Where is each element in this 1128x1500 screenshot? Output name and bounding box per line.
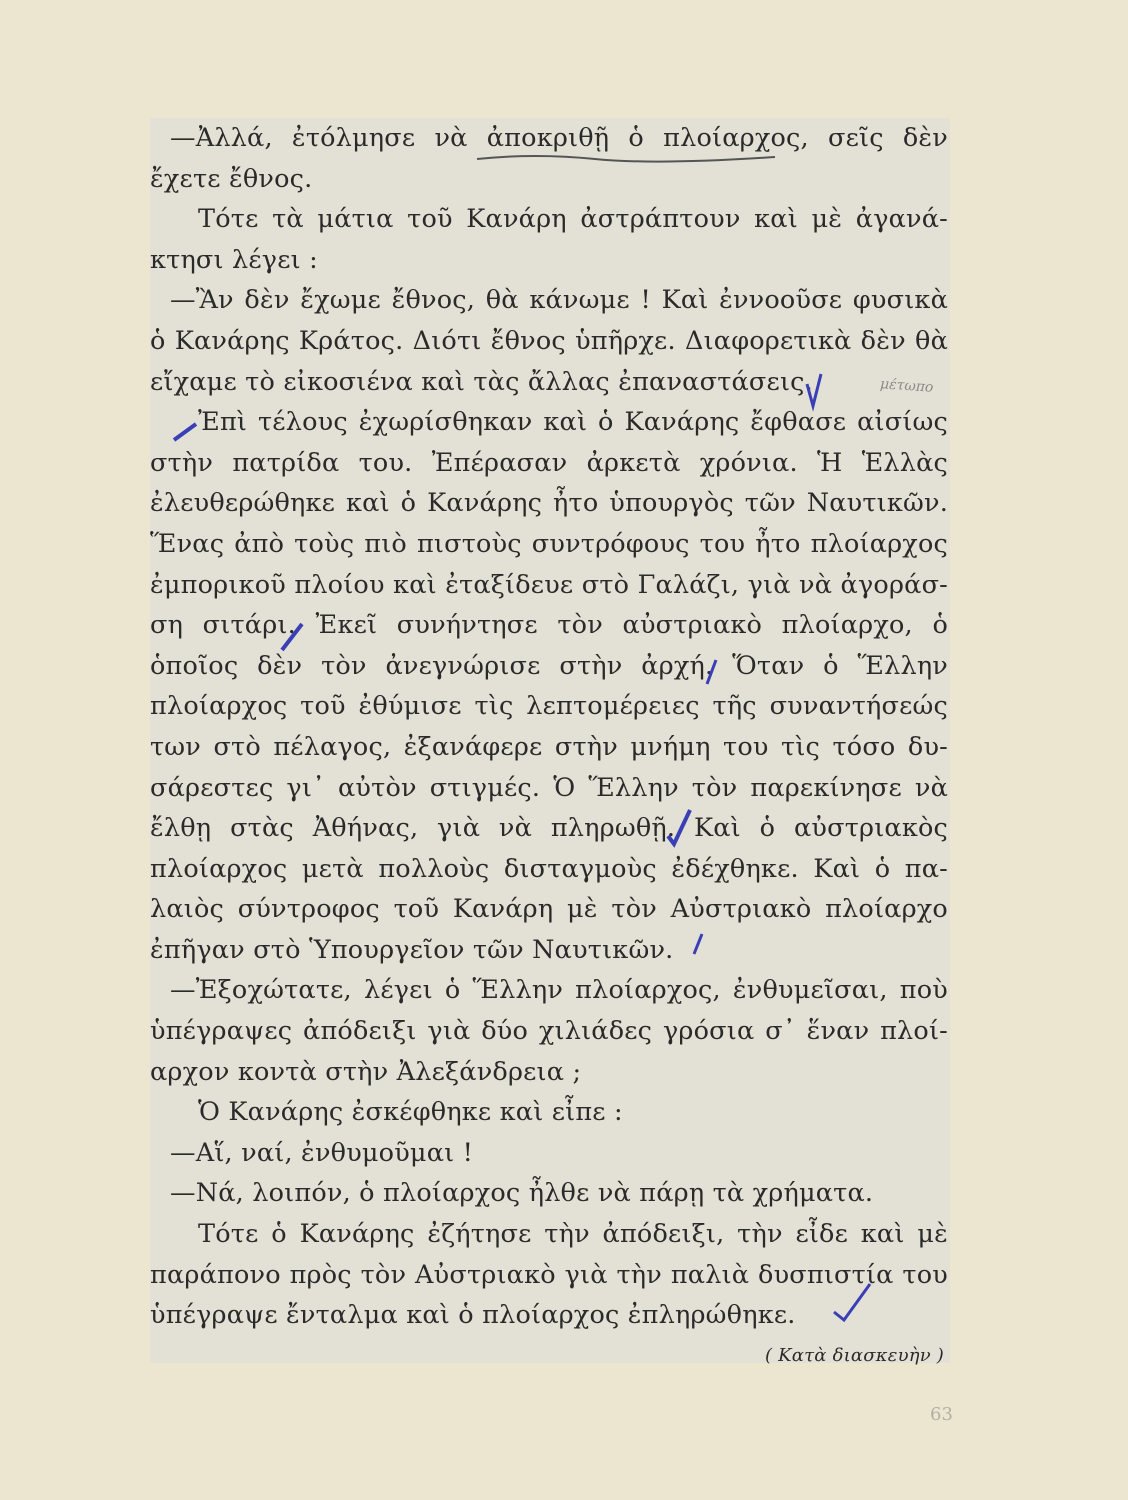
text-line: ἐμπορικοῦ πλοίου καὶ ἐταξίδευε στὸ Γαλάζι, γιὰ νὰ ἀγοράσ- bbox=[150, 569, 948, 600]
text-line: ἔλθῃ στὰς Ἀθήνας, γιὰ νὰ πληρωθῇ. Καὶ ὁ αὐστριακὸς bbox=[150, 813, 948, 844]
text-line: Ἕνας ἀπὸ τοὺς πιὸ πιστοὺς συντρόφους του ἦτο πλοίαρχος bbox=[150, 528, 948, 559]
text-line: ση σιτάρι. Ἐκεῖ συνήντησε τὸν αὐστριακὸ πλοίαρχο, ὁ bbox=[150, 610, 948, 641]
text-line: σάρεστες γι᾽ αὐτὸν στιγμές. Ὁ Ἕλλην τὸν παρεκίνησε νὰ bbox=[150, 772, 948, 803]
text-line: ὁ Κανάρης Κράτος. Διότι ἔθνος ὑπῆρχε. Διαφορετικὰ δὲν θὰ bbox=[150, 325, 948, 356]
text-line: πλοίαρχος μετὰ πολλοὺς δισταγμοὺς ἐδέχθηκε. Καὶ ὁ πα- bbox=[150, 853, 948, 884]
text-line: —Ἐξοχώτατε, λέγει ὁ Ἕλλην πλοίαρχος, ἐνθυμεῖσαι, ποὺ bbox=[170, 975, 948, 1006]
text-line: ὑπέγραψες ἀπόδειξι γιὰ δύο χιλιάδες γρόσια σ᾽ ἕναν πλοί- bbox=[150, 1016, 948, 1047]
text-line: —Ἂν δὲν ἔχωμε ἔθνος, θὰ κάνωμε ! Καὶ ἐννοοῦσε φυσικὰ bbox=[170, 285, 948, 316]
text-line: ὑπέγραψε ἔνταλμα καὶ ὁ πλοίαρχος ἐπληρώθηκε. bbox=[150, 1300, 796, 1331]
margin-note: μέτωπο bbox=[879, 376, 934, 396]
text-line: ἔχετε ἔθνος. bbox=[150, 163, 313, 194]
text-line: ὁποῖος δὲν τὸν ἀνεγνώρισε στὴν ἀρχή. Ὅταν ὁ Ἕλλην bbox=[150, 650, 948, 681]
text-line: πλοίαρχος τοῦ ἐθύμισε τὶς λεπτομέρειες τῆς συναντήσεώς bbox=[150, 691, 948, 722]
text-block bbox=[150, 118, 948, 1376]
text-line: εἴχαμε τὸ εἰκοσιένα καὶ τὰς ἄλλας ἐπαναστάσεις. bbox=[150, 366, 813, 397]
text-line: ἐλευθερώθηκε καὶ ὁ Κανάρης ἦτο ὑπουργὸς τῶν Ναυτικῶν. bbox=[150, 488, 948, 519]
text-line: Ἐπὶ τέλους ἐχωρίσθηκαν καὶ ὁ Κανάρης ἔφθασε αἰσίως bbox=[198, 407, 948, 438]
page-number: 63 bbox=[930, 1404, 953, 1425]
text-line: —Νά, λοιπόν, ὁ πλοίαρχος ἦλθε νὰ πάρῃ τὰ χρήματα. bbox=[170, 1178, 874, 1209]
source-note: ( Κατὰ διασκευὴν ) bbox=[765, 1344, 944, 1366]
text-line: Τότε ὁ Κανάρης ἐζήτησε τὴν ἀπόδειξι, τὴν εἶδε καὶ μὲ bbox=[198, 1219, 948, 1250]
text-line: ἐπῆγαν στὸ Ὑπουργεῖον τῶν Ναυτικῶν. bbox=[150, 934, 674, 965]
text-line: κτησι λέγει : bbox=[150, 244, 318, 275]
text-line: —Ἀλλά, ἐτόλμησε νὰ ἀποκριθῇ ὁ πλοίαρχος, σεῖς δὲν bbox=[170, 123, 948, 153]
text-line: στὴν πατρίδα του. Ἐπέρασαν ἀρκετὰ χρόνια. Ἡ Ἑλλὰς bbox=[150, 447, 948, 478]
text-line: —Αἵ, ναί, ἐνθυμοῦμαι ! bbox=[170, 1137, 474, 1168]
text-line: Ὁ Κανάρης ἐσκέφθηκε καὶ εἶπε : bbox=[198, 1097, 623, 1128]
text-line: παράπονο πρὸς τὸν Αὐστριακὸ γιὰ τὴν παλιὰ δυσπιστία του bbox=[150, 1259, 948, 1290]
text-line: Τότε τὰ μάτια τοῦ Κανάρη ἀστράπτουν καὶ μὲ ἀγανά- bbox=[198, 204, 948, 235]
text-line: των στὸ πέλαγος, ἐξανάφερε στὴν μνήμη του τὶς τόσο δυ- bbox=[150, 731, 948, 762]
text-line: λαιὸς σύντροφος τοῦ Κανάρη μὲ τὸν Αὐστριακὸ πλοίαρχο bbox=[150, 894, 948, 925]
text-line: αρχον κοντὰ στὴν Ἀλεξάνδρεια ; bbox=[150, 1056, 582, 1087]
